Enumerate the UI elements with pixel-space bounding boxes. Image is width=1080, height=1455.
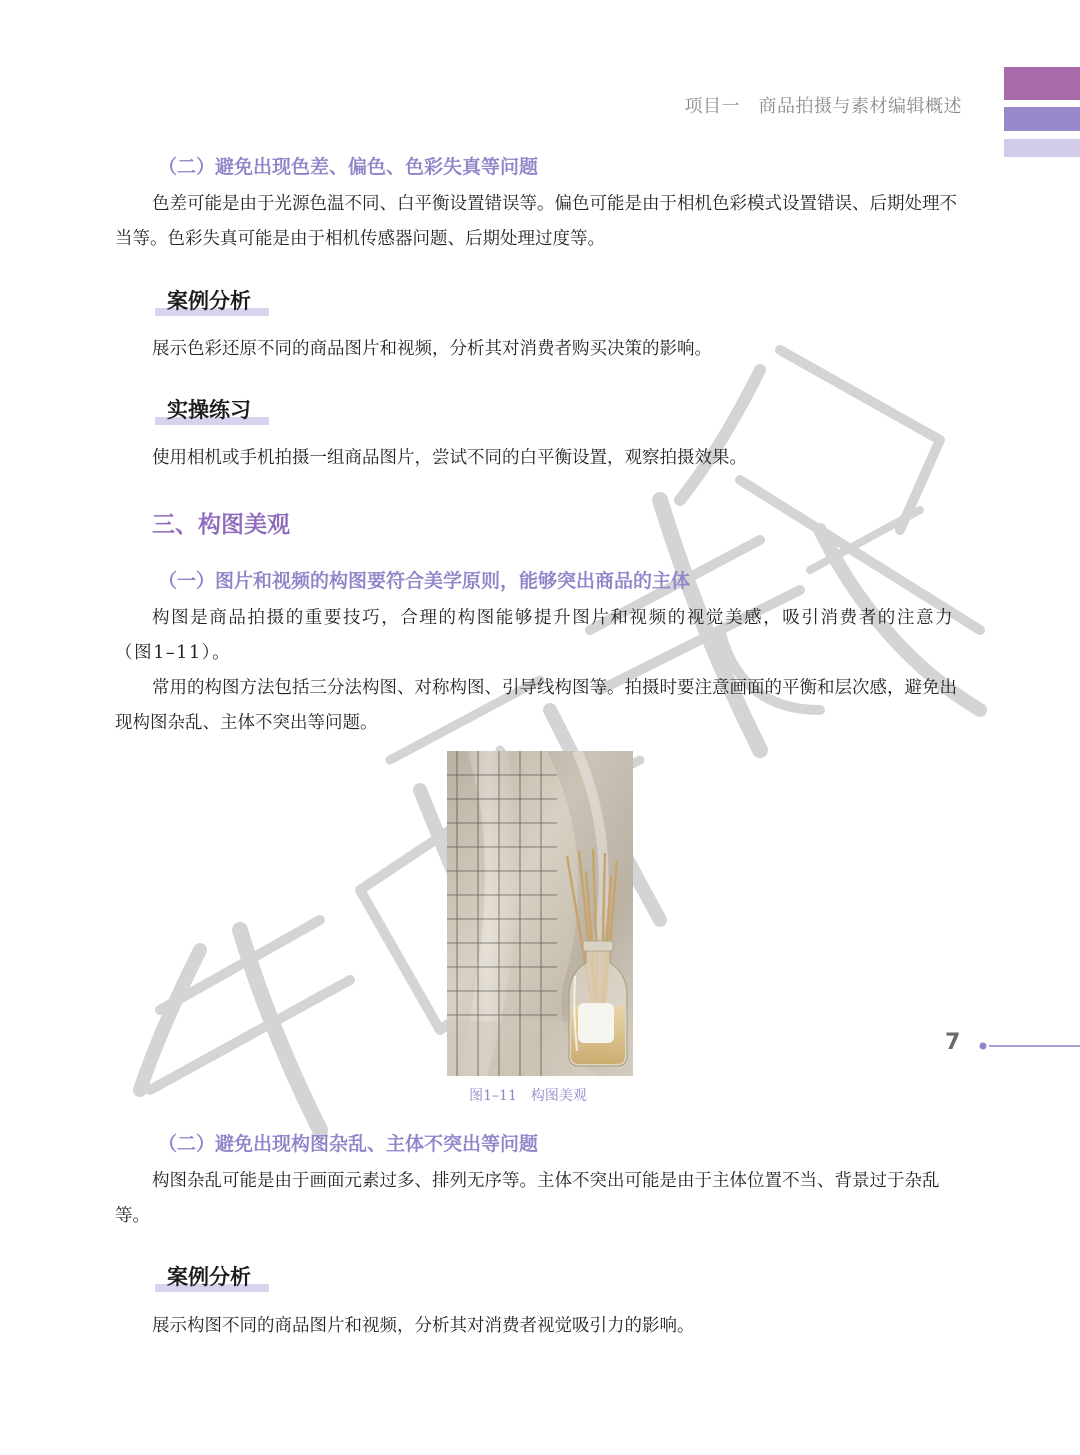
page-number: 7 bbox=[945, 1030, 961, 1055]
paragraph-color-distortion: 色差可能是由于光源色温不同、白平衡设置错误等。偏色可能是由于相机色彩模式设置错误、后期处理不当等。色彩失真可能是由于相机传感器问题、后期处理过度等。 bbox=[115, 194, 957, 249]
header-tab-middle bbox=[1004, 107, 1080, 131]
figure-caption: 图1–11 构图美观 bbox=[469, 1088, 587, 1104]
case-analysis-text-2: 展示构图不同的商品图片和视频，分析其对消费者视觉吸引力的影响。 bbox=[152, 1316, 695, 1336]
label-text: 案例分析 bbox=[167, 1264, 251, 1289]
diffuser-image bbox=[447, 751, 633, 1076]
paragraph-composition-2: 常用的构图方法包括三分法构图、对称构图、引导线构图等。拍摄时要注意画面的平衡和层次感，避免出现构图杂乱、主体不突出等问题。 bbox=[115, 678, 957, 733]
header-tab-bottom bbox=[1004, 139, 1080, 157]
chapter-title: 商品拍摄与素材编辑概述 bbox=[758, 96, 962, 117]
subheading-color-distortion: （二）避免出现色差、偏色、色彩失真等问题 bbox=[158, 156, 539, 178]
subheading-cluttered-composition: （二）避免出现构图杂乱、主体不突出等问题 bbox=[158, 1133, 539, 1155]
paragraph-composition-3: 构图杂乱可能是由于画面元素过多、排列无序等。主体不突出可能是由于主体位置不当、背景过于杂乱等。 bbox=[115, 1171, 940, 1226]
subheading-composition-principles: （一）图片和视频的构图要符合美学原则，能够突出商品的主体 bbox=[158, 570, 691, 592]
practice-label bbox=[155, 395, 251, 429]
label-text: 案例分析 bbox=[167, 288, 251, 313]
header-tab-top bbox=[1004, 67, 1080, 100]
section-title-composition: 三、构图美观 bbox=[152, 512, 290, 538]
case-analysis-label-1 bbox=[155, 286, 251, 320]
practice-text: 使用相机或手机拍摄一组商品图片，尝试不同的白平衡设置，观察拍摄效果。 bbox=[152, 448, 747, 468]
chapter-label: 项目一 bbox=[684, 96, 740, 117]
figure-diffuser-photo bbox=[447, 751, 633, 1076]
case-analysis-text-1: 展示色彩还原不同的商品图片和视频，分析其对消费者购买决策的影响。 bbox=[152, 339, 712, 359]
figure-caption-wrap bbox=[0, 1085, 1080, 1105]
running-header bbox=[685, 92, 963, 118]
paragraph-composition-1: 构图是商品拍摄的重要技巧，合理的构图能够提升图片和视频的视觉美感，吸引消费者的注意力（图1–11）。 bbox=[115, 608, 955, 663]
case-analysis-label-2 bbox=[155, 1262, 251, 1296]
label-text: 实操练习 bbox=[167, 397, 251, 422]
page-number-line bbox=[975, 1036, 1080, 1056]
